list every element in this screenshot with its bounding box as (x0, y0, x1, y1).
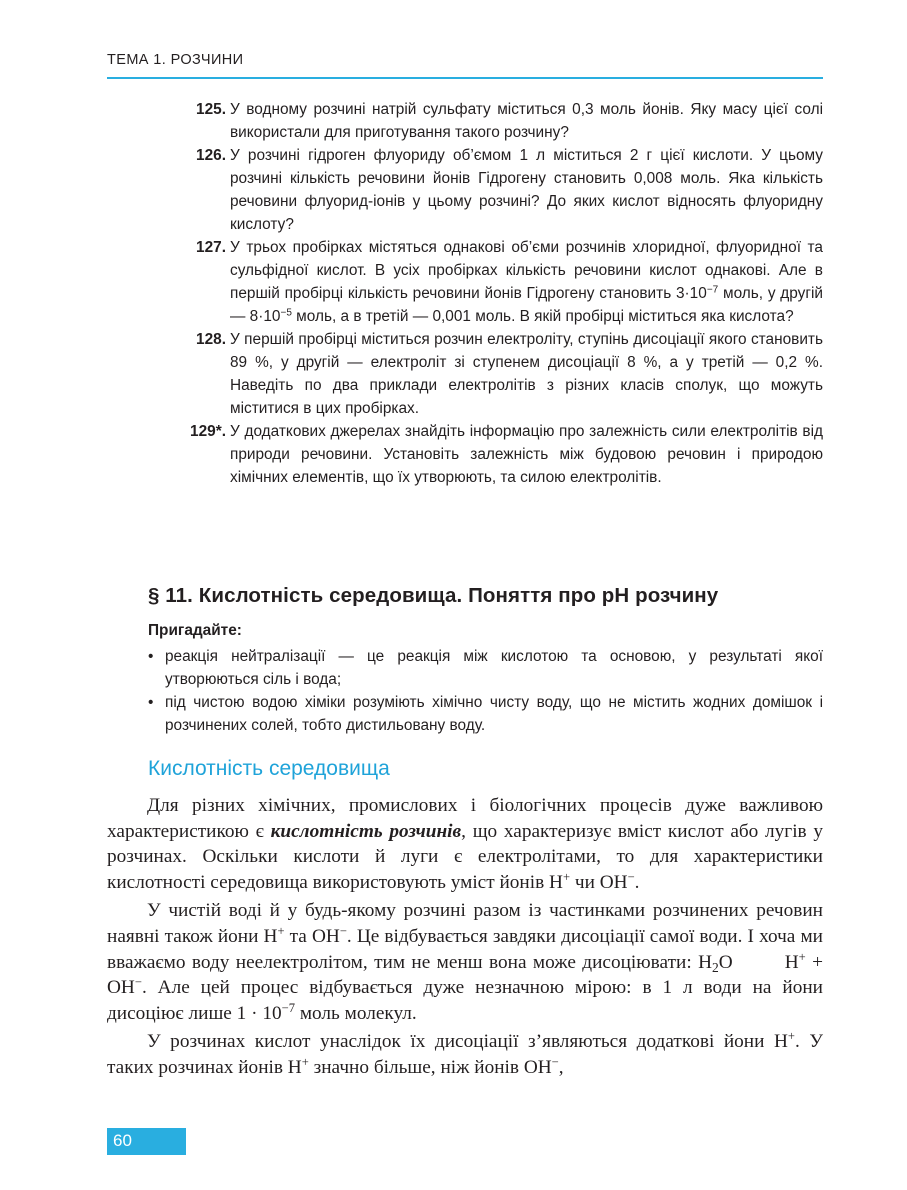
task-list (148, 98, 823, 489)
header-rule (107, 77, 823, 79)
task-text-part: моль, у другій — 8·10 (230, 285, 824, 325)
task-number: 126. (196, 147, 226, 164)
text-run: та OH (284, 925, 340, 947)
exponent: −7 (706, 284, 719, 296)
ion-charge: + (301, 1055, 309, 1070)
list-item-text: під чистою водою хіміки розуміють хімічно чисту воду, що не містить жодних домішок і розчинених солей, тобто дистильовану воду. (165, 694, 823, 734)
text-run: + OH (107, 951, 823, 999)
text-run: Для різних хімічних, промислових і біологічних процесів дуже важливою характеристикою є (107, 795, 823, 842)
ion-charge: − (134, 975, 142, 990)
ion-charge: + (787, 1029, 795, 1044)
remember-list (148, 645, 823, 737)
text-run: моль молекул. (295, 1002, 417, 1024)
task-item (148, 144, 823, 236)
ion-charge: − (551, 1055, 559, 1070)
exponent: −7 (281, 1000, 295, 1015)
text-run: , що характеризує вміст кислот або лугів у розчинах. Оскільки кислоти й луги є електролітами, то для характеристики кислотності середовища використовують уміст йонів H (107, 820, 824, 893)
task-item (148, 236, 823, 328)
page-number: 60 (113, 1131, 132, 1150)
emphasis-term: кислотність розчинів (270, 820, 462, 842)
task-text: У додаткових джерелах знайдіть інформацію про залежність сили електролітів від природи речовини. Установіть залежність між будовою речовин і природою хімічних елементів, що їх утворюють, та силою електролітів. (230, 423, 823, 486)
remember-title: Пригадайте: (148, 622, 242, 639)
task-number: 127. (196, 239, 226, 256)
ion-charge: − (339, 924, 347, 939)
text-run: У чистій воді й у будь-якому розчині разом із частинками розчинених речовин наявні також йони H (107, 900, 823, 947)
task-text: У першій пробірці міститься розчин електроліту, ступінь дисоціації якого становить 89 %, у другій — електроліт зі ступенем дисоціації 8 %, а у третій — 0,2 %. Наведіть по два приклади електролітів з різних класів сполук, що можуть міститися в цих пробірках. (230, 331, 823, 417)
list-item (148, 645, 823, 691)
running-header: ТЕМА 1. РОЗЧИНИ (107, 52, 244, 68)
ion-charge: + (798, 949, 806, 964)
exponent: −5 (280, 307, 292, 319)
task-number: 129*. (190, 423, 226, 440)
subsection-title: Кислотність середовища (148, 757, 390, 780)
list-item-text: реакція нейтралізації — це реакція між кислотою та основою, у результаті якої утворюються сіль і вода; (165, 648, 823, 688)
text-run: O (718, 951, 733, 973)
paragraph (107, 793, 823, 895)
list-item (148, 691, 823, 737)
text-run: У розчинах кислот унаслідок їх дисоціації з’являються додаткові йони H (147, 1031, 788, 1053)
task-item (148, 420, 823, 489)
task-text: У розчині гідроген флуориду об’ємом 1 л міститься 2 г цієї кислоти. У цьому розчині кількість речовини йонів Гідрогену становить 0,008 моль. Яка кількість речовини флуорид-іонів у цьому розчині? До яких кислот відносять флуоридну кислоту? (230, 147, 823, 233)
text-run: . Але цей процес відбувається дуже незначною мірою: в 1 л води на йони дисоціює лише 1 · 10 (107, 977, 823, 1024)
ion-charge: − (627, 869, 635, 884)
bullet-icon: • (148, 694, 154, 711)
task-text (230, 236, 823, 328)
text-run: . У таких розчинах йонів H (107, 1031, 823, 1078)
body-text (107, 793, 823, 1084)
text-run: значно більше, ніж йонів OH (308, 1056, 552, 1078)
task-number: 128. (196, 331, 226, 348)
task-text-part: У трьох пробірках містяться однакові об’єми розчинів хлоридної, флуоридної та сульфідної кислот. В усіх пробірках кількість речовини кислот однакові. Але в першій пробірці кількість речовини йонів Гідрогену становить 3·10 (230, 239, 823, 302)
ion-charge: + (277, 924, 285, 939)
subscript: 2 (712, 959, 719, 975)
text-run: . (634, 871, 640, 893)
bullet-icon: • (148, 648, 154, 665)
text-run: H (784, 951, 799, 973)
task-number: 125. (196, 101, 226, 118)
task-item (148, 328, 823, 420)
ion-charge: + (562, 869, 571, 884)
section-title: § 11. Кислотність середовища. Поняття про рН розчину (148, 584, 719, 607)
text-run: , (558, 1056, 564, 1078)
text-run: . Це відбувається завдяки дисоціації самої води. І хоча ми вважаємо воду неелектролітом, тим не менш вона може дисоціювати: H (107, 925, 823, 973)
task-text-part: моль, а в третій — 0,001 моль. В якій пробірці міститься яка кислота? (291, 308, 794, 325)
paragraph (107, 898, 823, 1026)
text-run: чи OH (570, 871, 628, 893)
task-item (148, 98, 823, 144)
paragraph (107, 1029, 823, 1080)
task-text: У водному розчині натрій сульфату міститься 0,3 моль йонів. Яку масу цієї солі використали для приготування такого розчину? (230, 101, 823, 141)
